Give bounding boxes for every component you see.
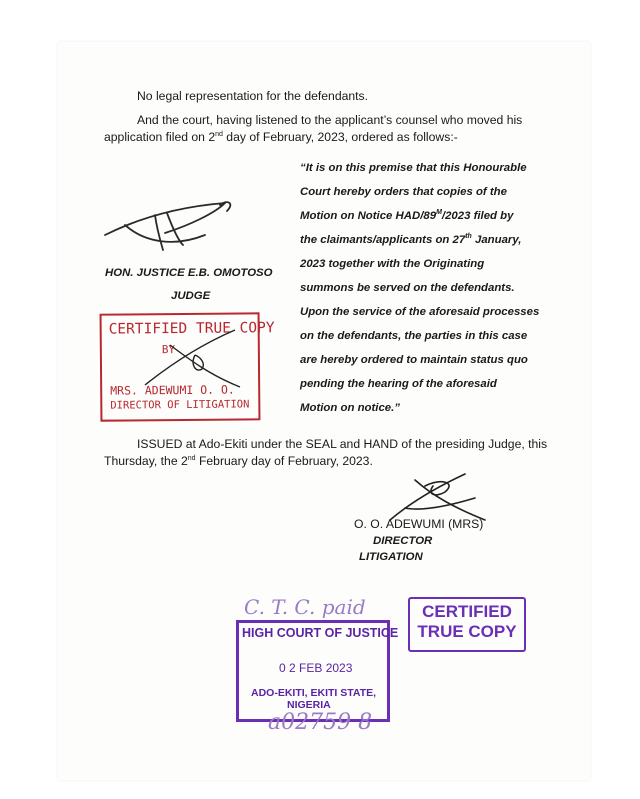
court-stamp-location: ADO-EKITI, EKITI STATE, xyxy=(251,687,377,699)
issued-line1: ISSUED at Ado-Ekiti under the SEAL and HAND of the presiding Judge, this xyxy=(137,437,548,451)
order-line: are hereby ordered to maintain status quo xyxy=(300,354,528,366)
handwritten-ctc-note: C. T. C. paid xyxy=(244,595,366,619)
court-stamp-title: HIGH COURT OF JUSTICE xyxy=(242,626,399,640)
order-line: Motion on notice.” xyxy=(300,402,400,414)
red-stamp-name: MRS. ADEWUMI O. O. xyxy=(110,382,235,398)
judge-name: HON. JUSTICE E.B. OMOTOSO xyxy=(105,267,273,279)
director-title-line1: DIRECTOR xyxy=(373,535,433,547)
court-stamp-country: NIGERIA xyxy=(287,699,331,711)
director-initials-on-stamp xyxy=(140,325,250,395)
order-line: pending the hearing of the aforesaid xyxy=(300,378,497,390)
order-line: Motion on Notice HAD/$89^M/2023$ filed by xyxy=(300,209,514,222)
order-line: Court hereby orders that copies of the xyxy=(300,186,507,198)
order-line: summons be served on the defendants. xyxy=(300,282,515,294)
red-stamp-role: DIRECTOR OF LITIGATION xyxy=(110,398,250,412)
order-line: the claimants/applicants on 27th January, xyxy=(300,233,522,246)
no-representation-line: No legal representation for the defendants. xyxy=(137,89,369,103)
court-intro-line1: And the court, having listened to the applicant’s counsel who moved his xyxy=(137,113,523,127)
handwritten-number: a02759 8 xyxy=(268,710,373,735)
court-intro-line2: application filed on 2nd day of February, 2023, ordered as follows:- xyxy=(104,130,458,144)
order-line: on the defendants, the parties in this case xyxy=(300,330,528,342)
director-name: O. O. ADEWUMI (MRS) xyxy=(354,517,484,531)
certified-true-copy-stamp xyxy=(408,597,526,652)
red-stamp-by: BY xyxy=(161,343,176,357)
ctc-line1: CERTIFIED xyxy=(422,602,512,621)
judge-signature xyxy=(95,195,245,255)
director-title-line2: LITIGATION xyxy=(359,551,423,563)
high-court-date-stamp xyxy=(236,620,399,722)
red-stamp-title: CERTIFIED TRUE COPY xyxy=(108,320,275,338)
ctc-line2: TRUE COPY xyxy=(417,622,517,641)
issued-line2: Thursday, the 2nd February day of February, 2023. xyxy=(104,454,373,468)
order-line: “It is on this premise that this Honourable xyxy=(300,162,527,174)
order-line: 2023 together with the Originating xyxy=(300,258,485,270)
order-line: Upon the service of the aforesaid processes xyxy=(300,306,540,318)
judge-title: JUDGE xyxy=(171,290,211,302)
court-stamp-date: 0 2 FEB 2023 xyxy=(279,661,353,675)
